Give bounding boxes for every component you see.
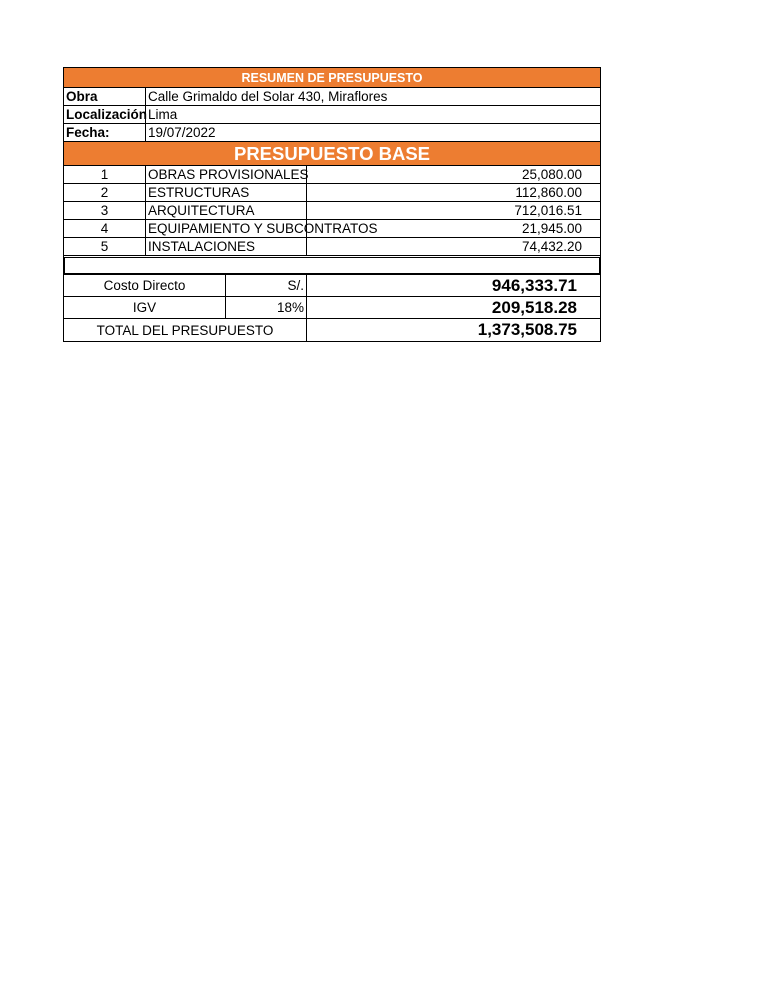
empty-cell[interactable]: [64, 257, 600, 274]
igv-row: [64, 297, 600, 319]
item-number: 4: [100, 221, 109, 236]
costo-directo-value[interactable]: 946,333.71: [306, 275, 600, 296]
fecha-row: [64, 124, 600, 142]
item-amount[interactable]: 712,016.51: [306, 202, 600, 219]
obra-label: Obra: [66, 89, 98, 104]
igv-rate[interactable]: 18%: [225, 297, 306, 318]
item-number: 2: [100, 185, 109, 200]
table-row: [64, 184, 600, 202]
item-description[interactable]: ARQUITECTURA: [145, 202, 306, 219]
item-description[interactable]: ESTRUCTURAS: [145, 184, 306, 201]
igv-label: IGV: [132, 300, 157, 315]
item-description[interactable]: INSTALACIONES: [145, 238, 306, 255]
table-row: [64, 166, 600, 184]
item-description[interactable]: EQUIPAMIENTO Y SUBCONTRATOS: [145, 220, 306, 237]
item-number: 1: [100, 167, 109, 182]
table-row: [64, 220, 600, 238]
igv-value[interactable]: 209,518.28: [306, 297, 600, 318]
item-amount[interactable]: 21,945.00: [306, 220, 600, 237]
item-amount[interactable]: 25,080.00: [306, 166, 600, 183]
item-description[interactable]: OBRAS PROVISIONALES: [145, 166, 306, 183]
costo-directo-row: [64, 275, 600, 297]
budget-summary-table: [63, 67, 601, 342]
costo-directo-label: Costo Directo: [103, 278, 186, 293]
table-row: [64, 238, 600, 256]
fecha-label: Fecha:: [66, 125, 110, 140]
total-label: TOTAL DEL PRESUPUESTO: [96, 322, 274, 338]
item-amount[interactable]: 74,432.20: [306, 238, 600, 255]
title-row: [64, 68, 600, 88]
currency-label: S/.: [225, 275, 306, 296]
fecha-value[interactable]: 19/07/2022: [145, 124, 600, 141]
table-row: [64, 202, 600, 220]
localizacion-value[interactable]: Lima: [145, 106, 600, 123]
obra-value[interactable]: Calle Grimaldo del Solar 430, Miraflores: [145, 88, 600, 105]
empty-row: [64, 256, 600, 275]
item-number: 5: [100, 239, 109, 254]
table-title: RESUMEN DE PRESUPUESTO: [64, 68, 600, 87]
localizacion-label: Localización: [66, 107, 148, 122]
section-title: PRESUPUESTO BASE: [64, 142, 600, 165]
item-amount[interactable]: 112,860.00: [306, 184, 600, 201]
section-title-row: [64, 142, 600, 166]
obra-row: [64, 88, 600, 106]
item-number: 3: [100, 203, 109, 218]
total-row: [64, 319, 600, 341]
total-value[interactable]: 1,373,508.75: [306, 319, 600, 341]
localizacion-row: [64, 106, 600, 124]
